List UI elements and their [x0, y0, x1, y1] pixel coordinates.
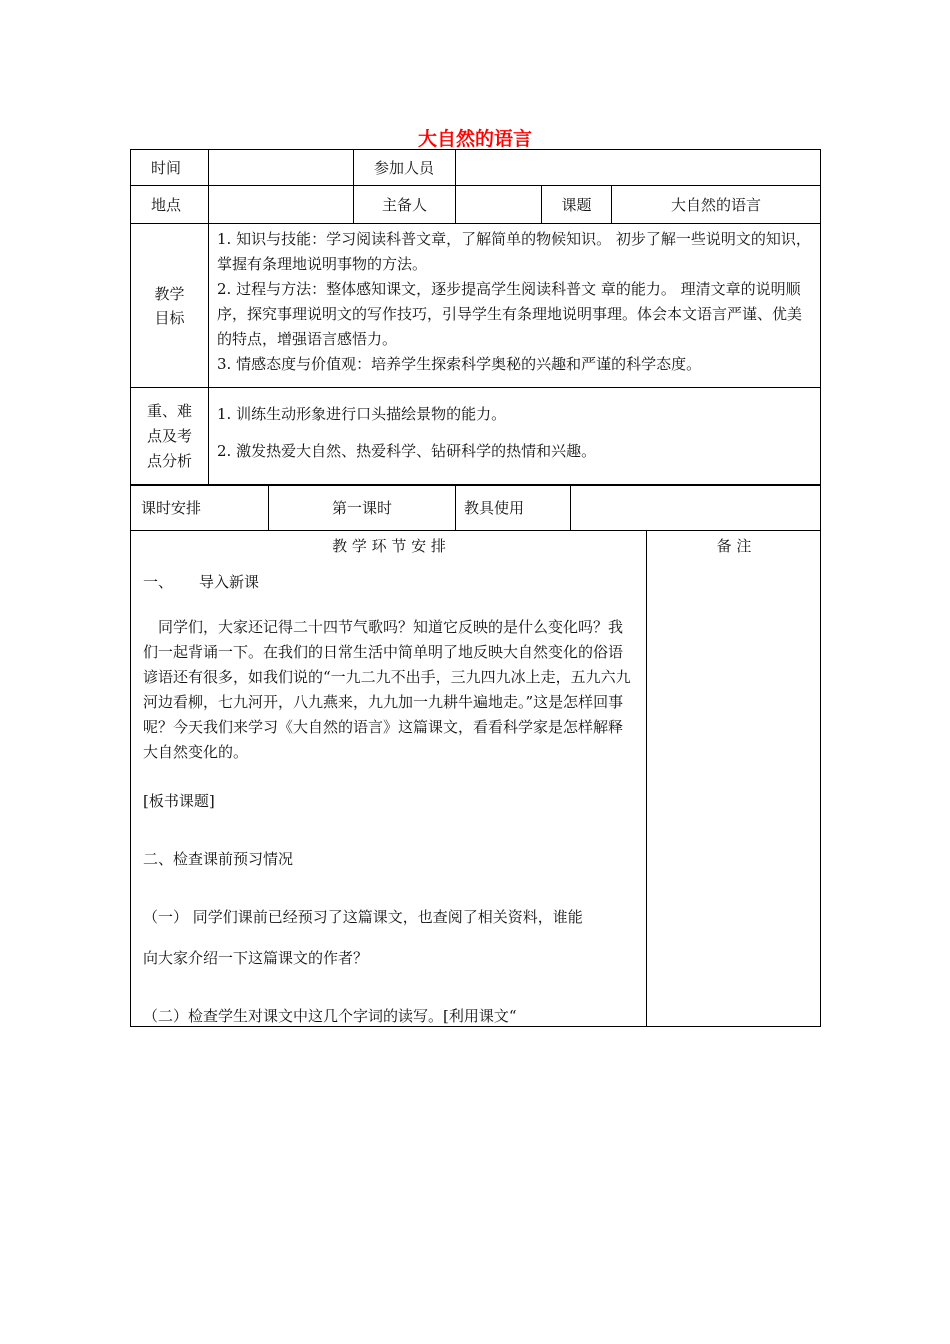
subsection-one-line2: 向大家介绍一下这篇课文的作者？ [143, 949, 369, 967]
topic-value: 大自然的语言 [612, 186, 821, 224]
key-points-content [209, 388, 821, 486]
process-heading: 教 学 环 节 安 排 [332, 537, 446, 555]
tools-value[interactable] [571, 485, 821, 531]
section-one-title: 导入新课 [199, 573, 260, 591]
tools-label: 教具使用 [456, 485, 571, 531]
objectives-label-line1: 教学 [154, 284, 185, 303]
subsection-one-line1: （一） 同学们课前已经预习了这篇课文，也查阅了相关资料，谁能 [143, 908, 583, 926]
key-points-label-line: 点分析 [146, 452, 192, 470]
objective-item: 2. 过程与方法：整体感知课文，逐步提高学生阅读科普文 章的能力。 理清文章的说明顺序，探究事理说明文的写作技巧，引导学生有条理地说明事理。体会本文语言严谨、优美的特点，增强语言感悟力。 [217, 280, 803, 348]
objectives-content [209, 224, 821, 388]
time-label: 时间 [131, 150, 209, 186]
remarks-heading: 备 注 [716, 537, 752, 555]
key-points-label-line: 重、难 [146, 402, 192, 420]
key-point-item: 1. 训练生动形象进行口头描绘景物的能力。 [217, 405, 507, 423]
board-note: [板书课题] [143, 792, 215, 810]
location-label: 地点 [131, 186, 209, 224]
preparer-value[interactable] [456, 186, 542, 224]
preparer-label: 主备人 [354, 186, 456, 224]
section-one-number: 一、 [143, 573, 174, 591]
objective-item: 1. 知识与技能：学习阅读科普文章，了解简单的物候知识。 初步了解一些说明文的知识，掌握有条理地说明事物的方法。 [217, 230, 811, 273]
topic-label: 课题 [542, 186, 612, 224]
location-value[interactable] [209, 186, 354, 224]
period-value: 第一课时 [269, 485, 456, 531]
key-points-label [131, 388, 209, 486]
process-content [131, 531, 647, 1027]
objective-item: 3. 情感态度与价值观：培养学生探索科学奥秘的兴趣和严谨的科学态度。 [217, 355, 702, 373]
key-points-label-line: 点及考 [146, 427, 192, 445]
participants-label: 参加人员 [354, 150, 456, 186]
process-table [130, 530, 821, 1027]
key-point-item: 2. 激发热爱大自然、热爱科学、钻研科学的热情和兴趣。 [217, 442, 597, 460]
objectives-table [130, 223, 821, 486]
subsection-two: （二）检查学生对课文中这几个字词的读写。[利用课文“ [143, 1007, 517, 1025]
section-two-title: 二、检查课前预习情况 [143, 850, 294, 868]
remarks-column [647, 531, 821, 1027]
header-table [130, 149, 821, 224]
participants-value[interactable] [456, 150, 821, 186]
schedule-table [130, 484, 821, 531]
objectives-label-line2: 目标 [154, 308, 185, 327]
intro-paragraph: 同学们，大家还记得二十四节气歌吗？知道它反映的是什么变化吗？我们一起背诵一下。在我们的日常生活中简单明了地反映大自然变化的俗语谚语还有很多，如我们说的“一九二九不出手，三九四九冰上走，五九六九河边看柳，七九河开，八九燕来，九九加一九耕牛遍地走。”这是怎样回事呢？今天我们来学习《大自然的语言》这篇课文，看看科学家是怎样解释大自然变化的。 [143, 618, 631, 761]
period-label: 课时安排 [131, 485, 269, 531]
document-title: 大自然的语言 [417, 128, 532, 150]
time-value[interactable] [209, 150, 354, 186]
objectives-label [131, 224, 209, 388]
